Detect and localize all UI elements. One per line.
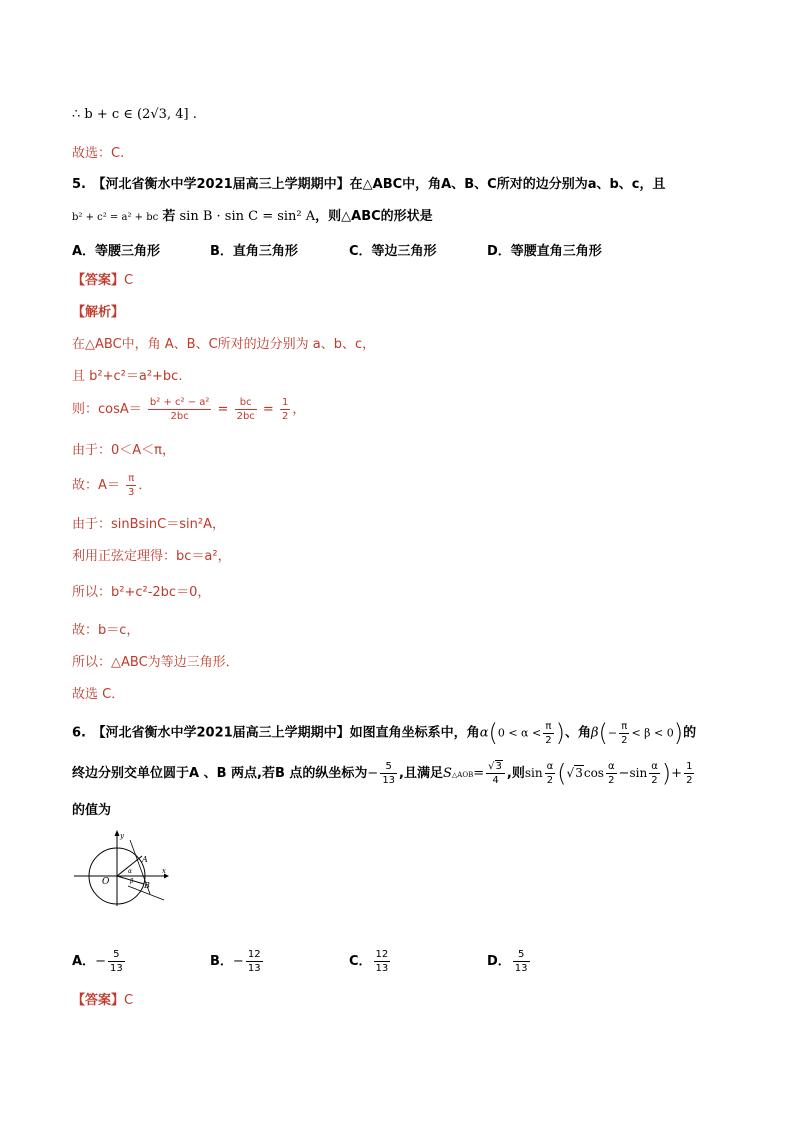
q5-analysis-line: 利用正弦定理得：bc＝a²， <box>72 549 231 564</box>
q5-stem-line2: b² + c² = a² + bc 若 sin B · sin C = sin² A，则△ABC的形状是 <box>72 209 433 224</box>
x-axis-label: x <box>162 867 166 875</box>
q5-analysis-line: 所以：△ABC为等边三角形． <box>72 655 239 670</box>
origin-label: O <box>102 877 110 887</box>
q6-stem-line3: 的值为 <box>72 803 112 818</box>
q5-analysis-line: 故选 C． <box>72 687 125 702</box>
q5-cos-formula: 则：cosA＝ $\frac{\text{b² + c² − a²}}{2bc}$ = $\frac{bc}{2bc}$ = $\frac{1}{2}$ ， <box>72 397 306 422</box>
point-b-label: B <box>144 881 150 890</box>
q5-option-c: C．等边三角形 <box>349 244 437 259</box>
y-axis-label: y <box>120 832 124 840</box>
alpha-label: α <box>128 868 133 875</box>
q6-option-d: D． $\frac{5}{13}$ <box>487 949 528 974</box>
q5-option-a: A．等腰三角形 <box>72 244 161 259</box>
q6-answer: 【答案】C <box>72 993 134 1008</box>
q5-analysis-line: 由于：sinBsinC＝sin²A， <box>72 517 225 532</box>
q5-analysis-line: 在△ABC中，角 A、B、C所对的边分别为 a、b、c， <box>72 337 376 352</box>
q5-A-value: 故：A＝ $\frac{\pi}{3}$ ． <box>72 473 152 498</box>
q6-stem-line1: 6. 【河北省衡水中学2021届高三上学期期中】如图直角坐标系中，角α(0 < α < $\frac{\pi}{2}$ )、角β(− $\frac{\pi}{2}$ < β < 0)的 <box>72 719 697 747</box>
q5-analysis-label: 【解析】 <box>72 305 125 320</box>
q6-stem-line2: 终边分别交单位圆于A 、B 两点,若B 点的纵坐标为− $\frac{5}{13}$ ,且满足S△AOB= $\frac{√3}{4}$ ,则sin $\frac{\alpha}{2}$ (√3cos $\frac{\alpha}{2}$ −sin $\frac{\alpha}{2}$ )+ $\frac{1}{2}$ <box>72 759 693 788</box>
point-a-label: A <box>142 855 148 864</box>
q5-option-b: B．直角三角形 <box>210 244 298 259</box>
q5-analysis-line: 且 b²+c²＝a²+bc. <box>72 369 183 384</box>
q6-option-a: A．− $\frac{5}{13}$ <box>72 949 123 974</box>
q5-analysis-line: 故：b＝c， <box>72 623 140 638</box>
q6-option-b: B．− $\frac{12}{13}$ <box>210 949 261 974</box>
q5-answer: 【答案】C <box>72 273 134 288</box>
q5-analysis-line: 由于：0＜A＜π， <box>72 443 175 458</box>
prev-conclusion: ∴ b + c ∈ (2√3, 4] . <box>72 107 197 122</box>
q5-analysis-line: 所以：b²+c²-2bc＝0， <box>72 585 211 600</box>
q5-stem-line1: 5. 【河北省衡水中学2021届高三上学期期中】在△ABC中，角A、B、C所对的边分别为a、b、c，且 <box>72 177 666 192</box>
q5-option-d: D．等腰直角三角形 <box>487 244 602 259</box>
prev-choice: 故选：C. <box>72 146 125 161</box>
unit-circle-figure <box>72 828 172 912</box>
q6-option-c: C． $\frac{12}{13}$ <box>349 949 389 974</box>
beta-label: β <box>130 878 134 885</box>
